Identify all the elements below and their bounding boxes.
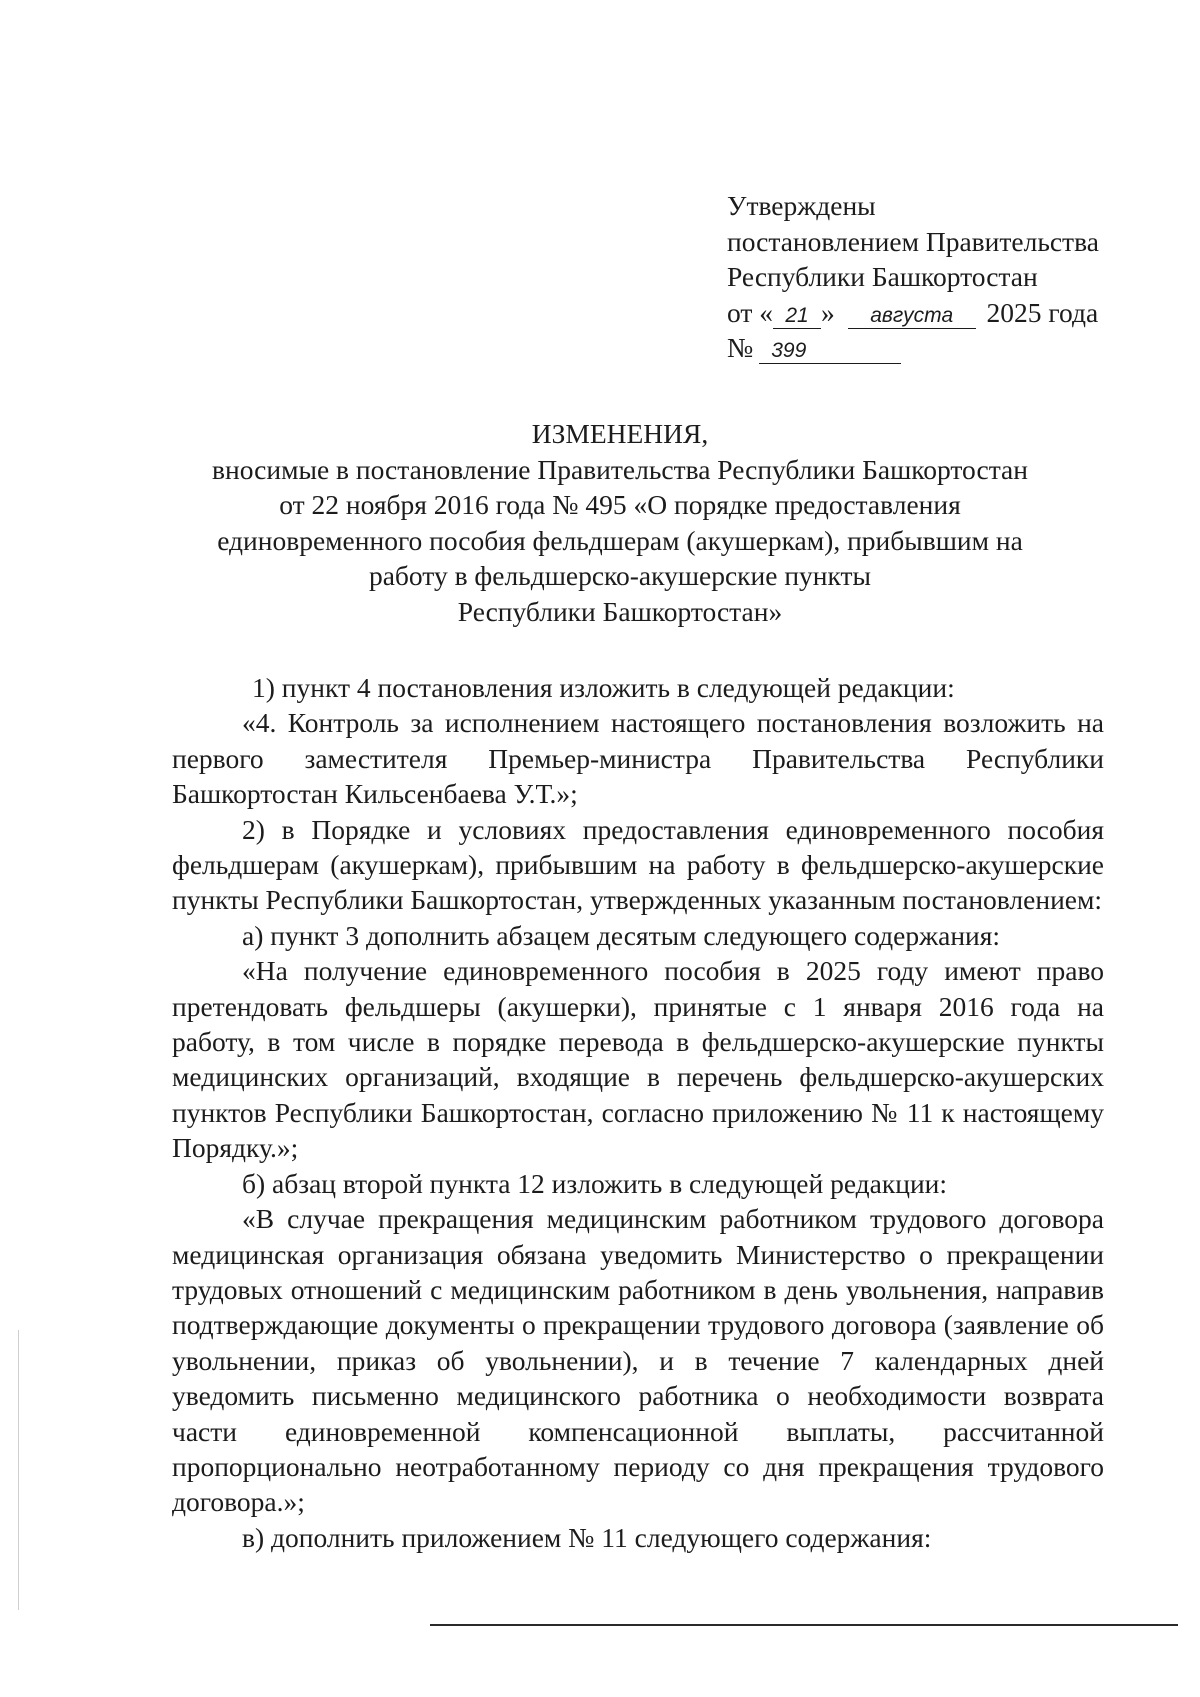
paragraph-item-4-text: «4. Контроль за исполнением настоящего постановления возложить на первого заместителя Премьер-министра Правительства Республики Башкортостан Кильсенбаева У.Т.»;: [172, 707, 1104, 810]
approval-number-line: [727, 330, 1167, 366]
paragraph-item-2a-text: «На получение единовременного пособия в 2025 году имеют право претендовать фельдшеры (акушерки), принятые с 1 января 2016 года на работу, в том числе в порядке перевода в фельдшерско-акушерские пункты медицинских организаций, входящие в перечень фельдшерско-акушерских пунктов Республики Башкортостан, согласно приложению № 11 к настоящему Порядку.»;: [172, 955, 1104, 1164]
title-heading: ИЗМЕНЕНИЯ,: [531, 418, 709, 449]
paragraph-item-2b-text: «В случае прекращения медицинским работником трудового договора медицинская организация обязана уведомить Министерство о прекращении трудовых отношений с медицинским работником в день увольнения, направив подтверждающие документы о прекращении трудового договора (заявление об увольнении, приказ об увольнении), и в течение 7 календарных дней уведомить письменно медицинского работника о необходимости возврата части единовременной компенсационной выплаты, рассчитанной пропорционально неотработанному периоду со дня прекращения трудового договора.»;: [172, 1203, 1104, 1518]
date-day: 21: [773, 304, 821, 329]
scan-edge-mark: [18, 1330, 19, 1610]
number-prefix: №: [727, 332, 754, 363]
title-line-1: вносимые в постановление Правительства Республики Башкортостан: [212, 453, 1028, 485]
date-prefix: от «: [727, 296, 774, 328]
number-value: 399: [759, 339, 901, 364]
paragraph-item-2b: б) абзац второй пункта 12 изложить в следующей редакции:: [242, 1167, 948, 1199]
title-line-4: работу в фельдшерско-акушерские пункты: [368, 560, 872, 591]
document-title: [170, 416, 1070, 629]
document-body: [172, 670, 1104, 1555]
title-line-3: единовременного пособия фельдшерам (акушеркам), прибывшим на: [217, 524, 1023, 556]
approval-line-1: Утверждены: [727, 190, 876, 221]
page-bottom-rule: [430, 1624, 1178, 1626]
date-year: 2025 года: [986, 296, 1099, 328]
approval-date-line: [727, 295, 1167, 331]
approval-line-3: Республики Башкортостан: [727, 261, 1038, 292]
date-mid: »: [821, 296, 835, 328]
paragraph-item-1: 1) пункт 4 постановления изложить в следующей редакции:: [252, 672, 955, 703]
paragraph-item-2v: в) дополнить приложением № 11 следующего содержания:: [242, 1521, 932, 1553]
title-line-5: Республики Башкортостан»: [457, 595, 783, 627]
approval-stamp: [727, 188, 1167, 366]
paragraph-item-2: 2) в Порядке и условиях предоставления единовременного пособия фельдшерам (акушеркам), прибывшим на работу в фельдшерско-акушерские пункты Республики Башкортостан, утвержденных указанным постановлением:: [172, 813, 1104, 916]
paragraph-item-2a: а) пункт 3 дополнить абзацем десятым следующего содержания:: [242, 919, 1001, 951]
date-month: августа: [848, 304, 976, 329]
approval-line-2: постановлением Правительства: [727, 225, 1099, 257]
title-line-2: от 22 ноября 2016 года № 495 «О порядке предоставления: [279, 489, 961, 520]
